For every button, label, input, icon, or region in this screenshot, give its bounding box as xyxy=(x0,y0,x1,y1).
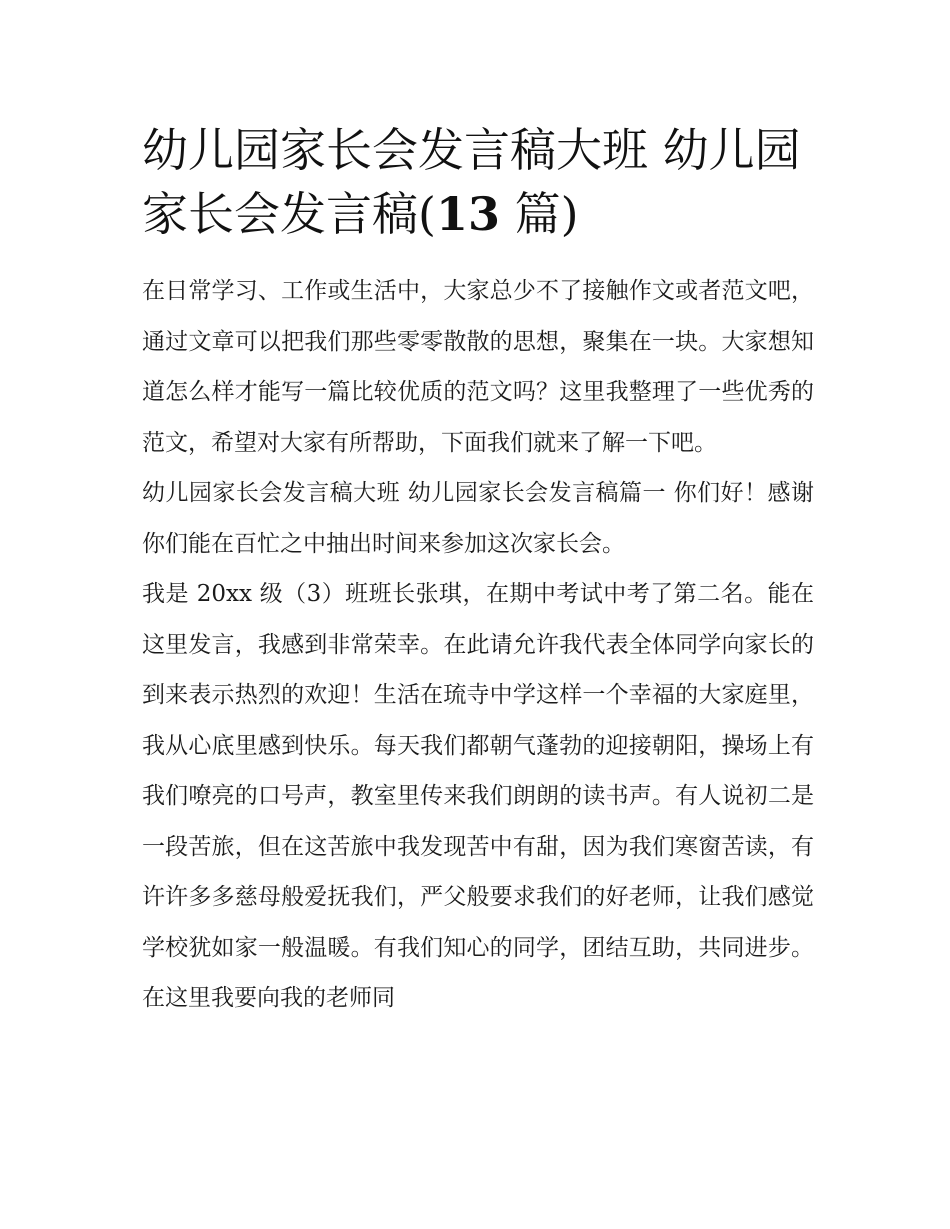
title-count: 13 xyxy=(435,187,500,241)
document-title xyxy=(142,118,814,246)
paragraph-greeting: 幼儿园家长会发言稿大班 幼儿园家长会发言稿篇一 你们好！感谢你们能在百忙之中抽出时间来参加这次家长会。 xyxy=(142,480,814,557)
title-text-part1: 幼儿园家长会发言稿大班 幼儿园家长会发言稿( xyxy=(142,123,801,241)
paragraph-intro: 在日常学习、工作或生活中，大家总少不了接触作文或者范文吧，通过文章可以把我们那些零零散散的思想，聚集在一块。大家想知道怎么样才能写一篇比较优质的范文吗？这里我整理了一些优秀的范文，希望对大家有所帮助，下面我们就来了解一下吧。 xyxy=(142,278,814,456)
title-text-part2: 篇) xyxy=(499,187,579,241)
document-body xyxy=(142,266,814,1024)
paragraph-speech: 我是 20xx 级（3）班班长张琪，在期中考试中考了第二名。能在这里发言，我感到非常荣幸。在此请允许我代表全体同学向家长的到来表示热烈的欢迎！生活在琉寺中学这样一个幸福的大家庭里，我从心底里感到快乐。每天我们都朝气蓬勃的迎接朝阳，操场上有我们嘹亮的口号声，教室里传来我们朗朗的读书声。有人说初二是一段苦旅，但在这苦旅中我发现苦中有甜，因为我们寒窗苦读，有许许多多慈母般爱抚我们，严父般要求我们的好老师，让我们感觉学校犹如家一般温暖。有我们知心的同学，团结互助，共同进步。在这里我要向我的老师同 xyxy=(142,581,814,1011)
document-content xyxy=(142,118,814,1024)
